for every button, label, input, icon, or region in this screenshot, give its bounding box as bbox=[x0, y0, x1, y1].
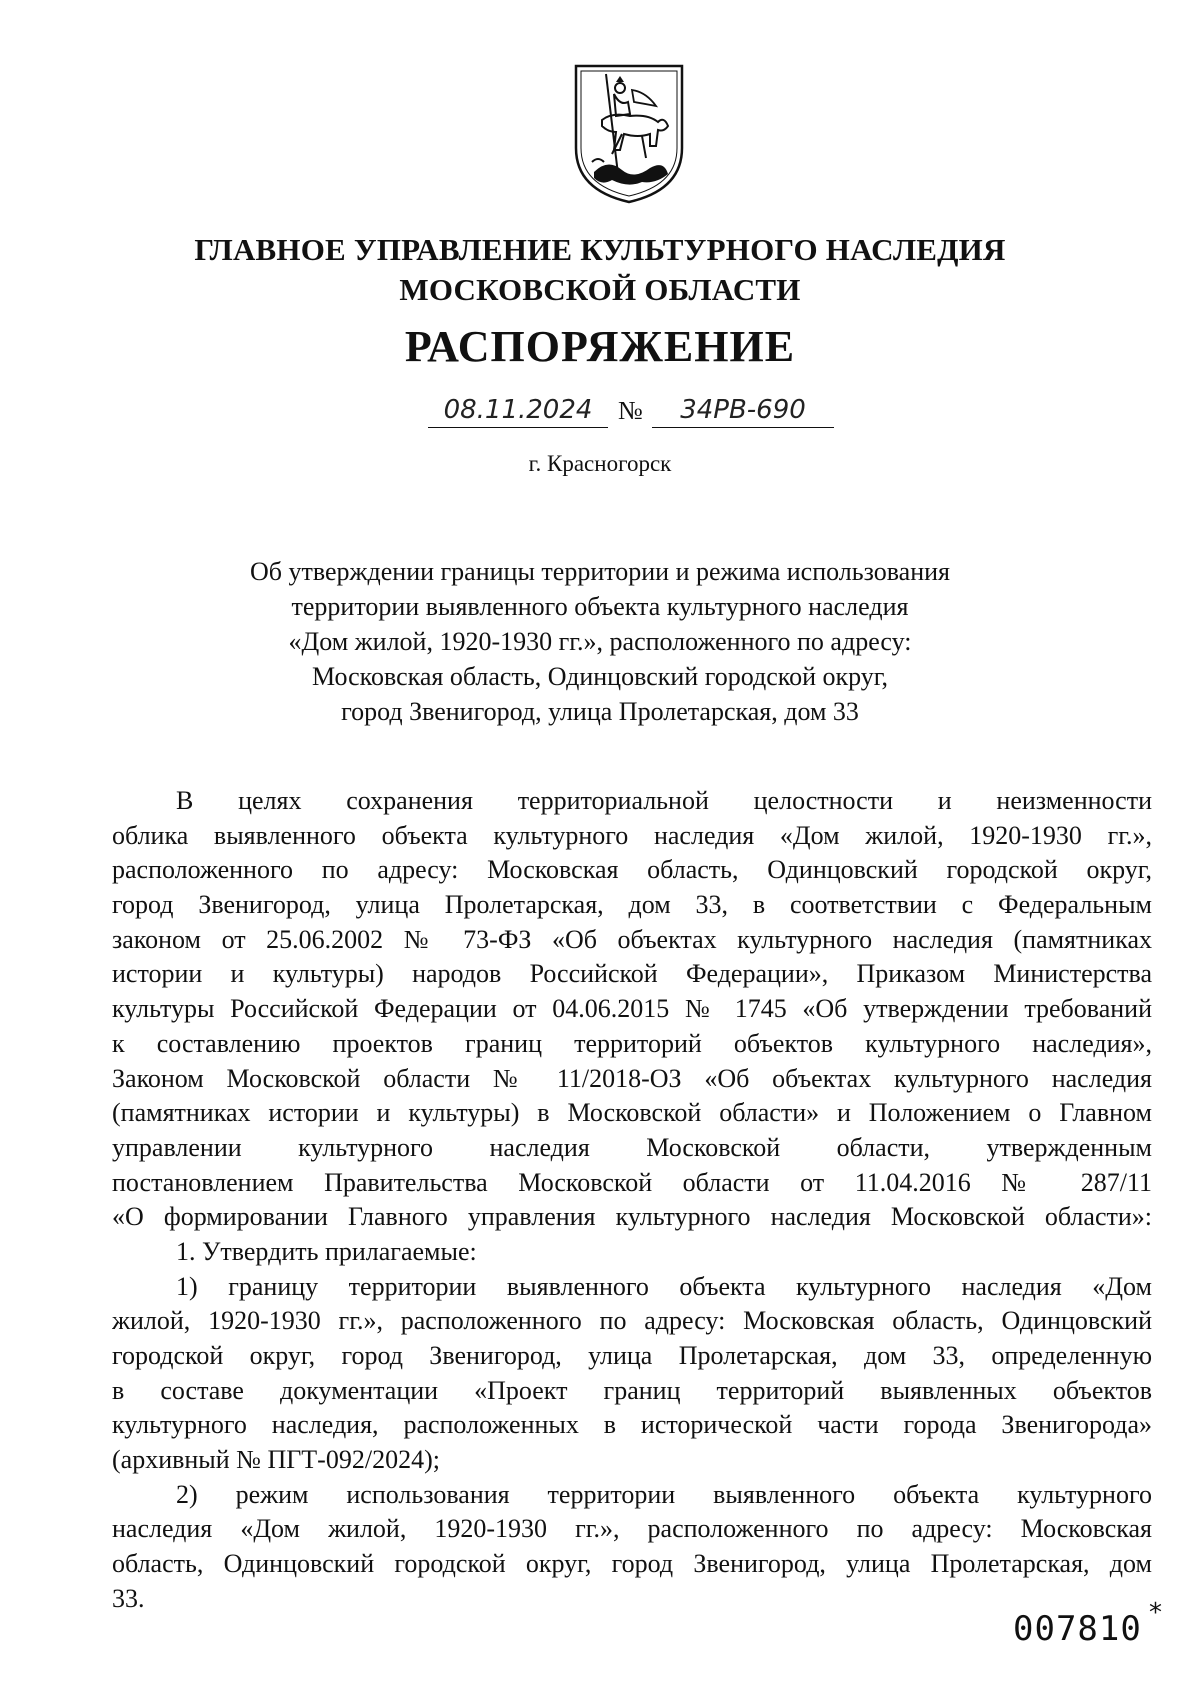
body-text: 1) границу территории выявленного объекта культурного наследия «Дом bbox=[176, 1271, 1152, 1301]
body-line: в составе документации «Проект границ территорий выявленных объектов bbox=[112, 1375, 1152, 1405]
body-text: В целях сохранения территориальной целостности и неизменности bbox=[176, 786, 1152, 815]
body-line bbox=[112, 1478, 1152, 1513]
body-line: Законом Московской области № 11/2018-ОЗ «Об объектах культурного наследия bbox=[112, 1063, 1152, 1093]
org-line-1: ГЛАВНОЕ УПРАВЛЕНИЕ КУЛЬТУРНОГО НАСЛЕДИЯ bbox=[194, 232, 1006, 267]
body-line: жилой, 1920-1930 гг.», расположенного по адресу: Московская область, Одинцовский bbox=[112, 1306, 1152, 1336]
body-line: 33. bbox=[112, 1583, 145, 1613]
subject-line: город Звенигород, улица Пролетарская, дом 33 bbox=[341, 697, 859, 726]
body-line: городской округ, город Звенигород, улица Пролетарская, дом 33, определенную bbox=[112, 1341, 1152, 1371]
body-line: расположенного по адресу: Московская область, Одинцовский городской округ, bbox=[112, 855, 1152, 885]
subject-line: «Дом жилой, 1920-1930 гг.», расположенного по адресу: bbox=[288, 627, 912, 656]
body-line: культурного наследия, расположенных в исторической части города Звенигорода» bbox=[112, 1410, 1152, 1440]
body-line: «О формировании Главного управления культурного наследия Московской области»: bbox=[112, 1202, 1152, 1232]
document-type-title: РАСПОРЯЖЕНИЕ bbox=[404, 322, 796, 371]
org-line-2: МОСКОВСКОЙ ОБЛАСТИ bbox=[399, 272, 801, 307]
body-line: постановлением Правительства Московской области от 11.04.2016 № 287/11 bbox=[112, 1167, 1152, 1197]
body-line: город Звенигород, улица Пролетарская, дом 33, в соответствии с Федеральным bbox=[112, 890, 1152, 920]
serial-number-stamp: 007810 bbox=[1013, 1609, 1142, 1649]
body-line bbox=[112, 784, 1152, 819]
document-number: 34РВ-690 bbox=[652, 393, 834, 428]
body-line: управлении культурного наследия Московской области, утвержденным bbox=[112, 1132, 1152, 1162]
body-line: облика выявленного объекта культурного наследия «Дом жилой, 1920-1930 гг.», bbox=[112, 820, 1152, 850]
body-line: истории и культуры) народов Российской Федерации», Приказом Министерства bbox=[112, 959, 1152, 989]
body-line: законом от 25.06.2002 № 73-ФЗ «Об объектах культурного наследия (памятниках bbox=[112, 924, 1152, 954]
coat-of-arms-icon bbox=[572, 62, 686, 206]
body-line: (памятниках истории и культуры) в Московской области» и Положением о Главном bbox=[112, 1098, 1152, 1128]
number-sign: № bbox=[618, 396, 643, 425]
body-line bbox=[112, 1270, 1152, 1305]
registration-line bbox=[0, 392, 1200, 432]
subject-line: Об утверждении границы территории и режима использования bbox=[250, 557, 950, 586]
body-line: наследия «Дом жилой, 1920-1930 гг.», расположенного по адресу: Московская bbox=[112, 1514, 1152, 1544]
body-line: область, Одинцовский городской округ, город Звенигород, улица Пролетарская, дом bbox=[112, 1549, 1152, 1579]
document-body bbox=[112, 784, 1152, 1617]
body-line bbox=[112, 1235, 1152, 1270]
body-text: 2) режим использования территории выявленного объекта культурного bbox=[176, 1479, 1152, 1509]
document-date: 08.11.2024 bbox=[428, 393, 608, 428]
issue-city: г. Красногорск bbox=[528, 451, 672, 476]
body-line: к составлению проектов границ территорий объектов культурного наследия», bbox=[112, 1028, 1152, 1058]
body-line: (архивный № ПГТ-092/2024); bbox=[112, 1445, 440, 1475]
subject-line: территории выявленного объекта культурного наследия bbox=[291, 592, 909, 621]
body-line: культуры Российской Федерации от 04.06.2015 № 1745 «Об утверждении требований bbox=[112, 994, 1152, 1024]
body-text: 1. Утвердить прилагаемые: bbox=[176, 1236, 477, 1266]
serial-star-mark: * bbox=[1149, 1598, 1162, 1628]
subject-line: Московская область, Одинцовский городской округ, bbox=[311, 662, 889, 691]
organization-name bbox=[0, 230, 1200, 310]
document-subject bbox=[180, 554, 1020, 729]
